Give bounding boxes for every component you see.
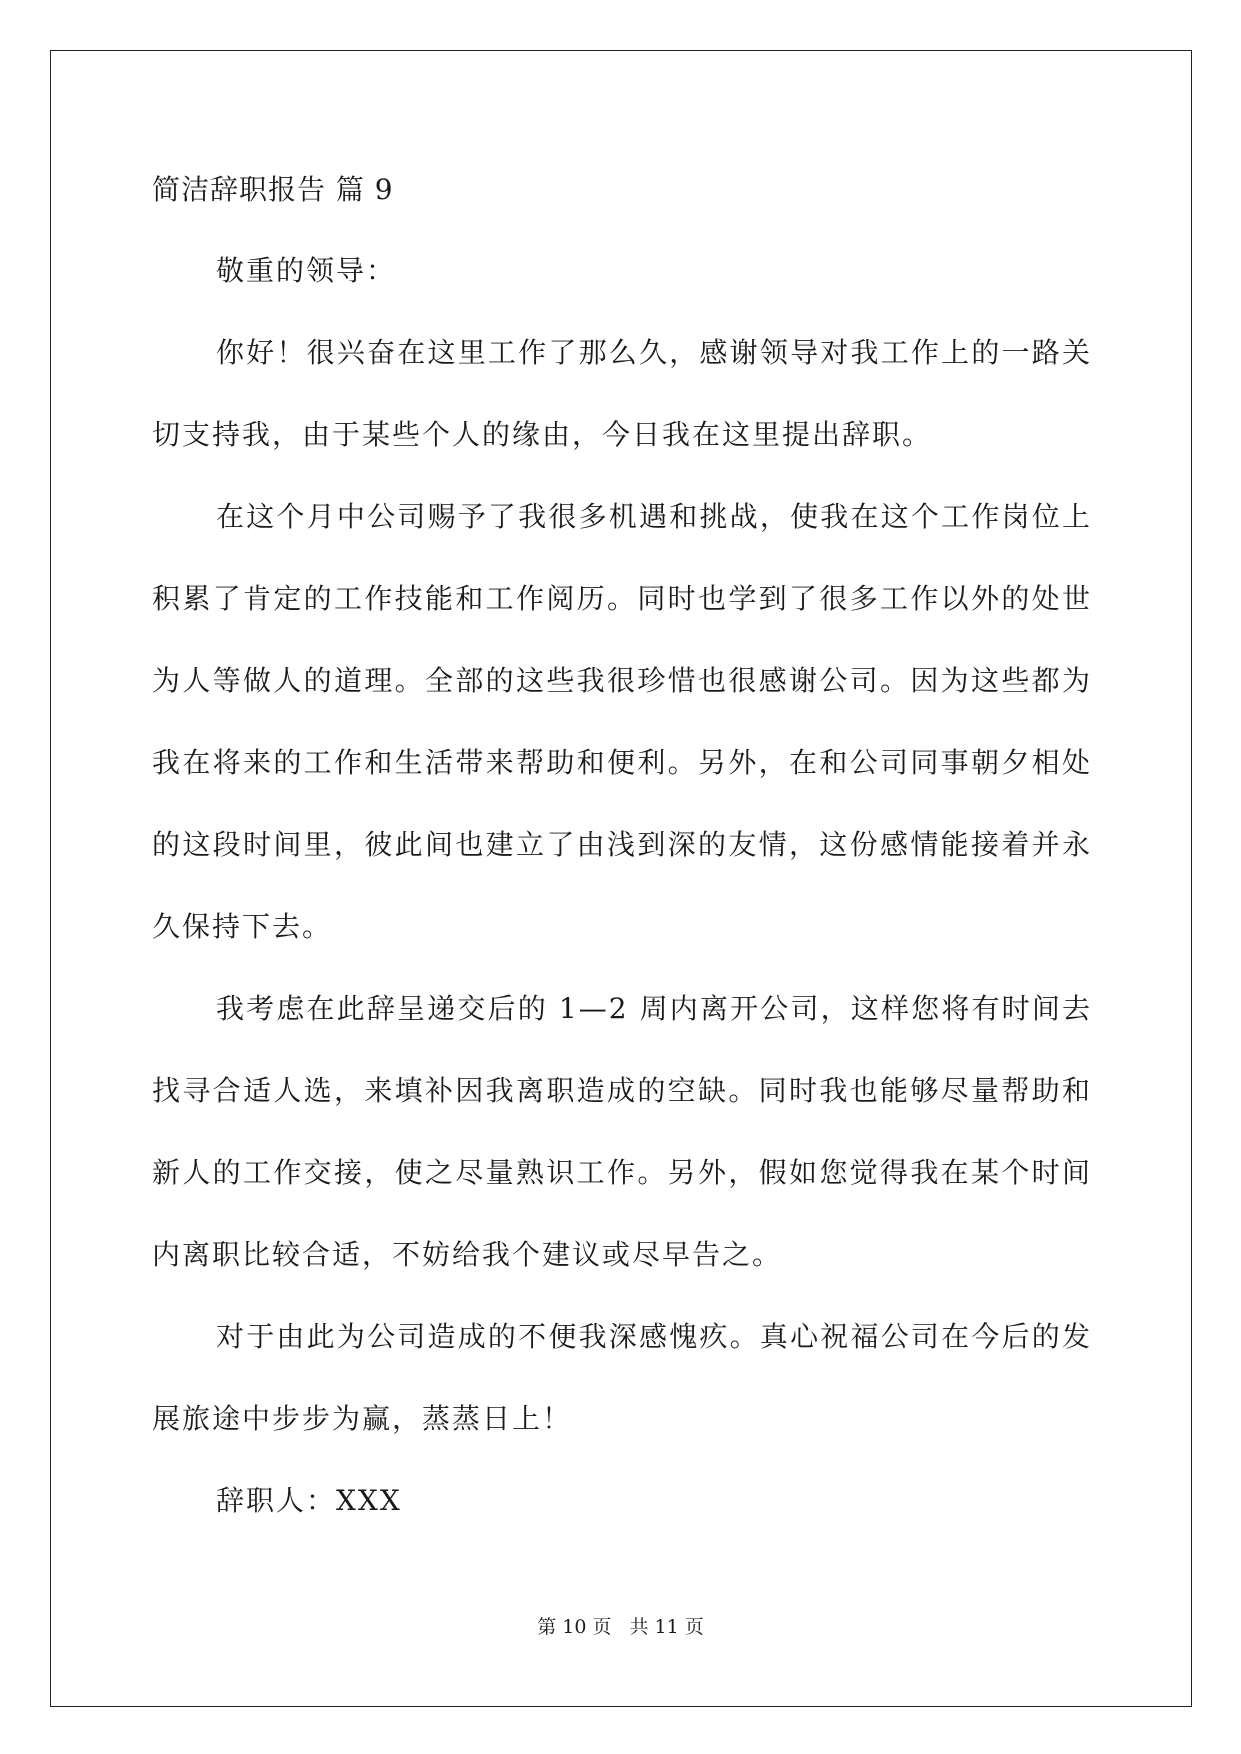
salutation: 敬重的领导：: [216, 254, 397, 287]
paragraph-greeting: 你好！很兴奋在这里工作了那么久，感谢领导对我工作上的一路关切支持我，由于某些个人的缘由，今日我在这里提出辞职。: [152, 336, 1092, 451]
page-number: 第 10 页: [537, 1616, 612, 1638]
page-total: 共 11 页: [629, 1616, 704, 1638]
paragraph-closing: 对于由此为公司造成的不便我深感愧疚。真心祝福公司在今后的发展旅途中步步为赢，蒸蒸日上！: [152, 1320, 1092, 1435]
document-body: [152, 160, 1092, 1542]
page-footer: [0, 1612, 1241, 1642]
document-title: 简洁辞职报告 篇 9: [152, 173, 394, 206]
signature-line: 辞职人：XXX: [216, 1484, 402, 1517]
paragraph-gratitude: 在这个月中公司赐予了我很多机遇和挑战，使我在这个工作岗位上积累了肯定的工作技能和工作阅历。同时也学到了很多工作以外的处世为人等做人的道理。全部的这些我很珍惜也很感谢公司。因为这些都为我在将来的工作和生活带来帮助和便利。另外，在和公司同事朝夕相处的这段时间里，彼此间也建立了由浅到深的友情，这份感情能接着并永久保持下去。: [152, 500, 1092, 943]
paragraph-transition: 我考虑在此辞呈递交后的 1—2 周内离开公司，这样您将有时间去找寻合适人选，来填补因我离职造成的空缺。同时我也能够尽量帮助和新人的工作交接，使之尽量熟识工作。另外，假如您觉得我在某个时间内离职比较合适，不妨给我个建议或尽早告之。: [152, 992, 1092, 1271]
